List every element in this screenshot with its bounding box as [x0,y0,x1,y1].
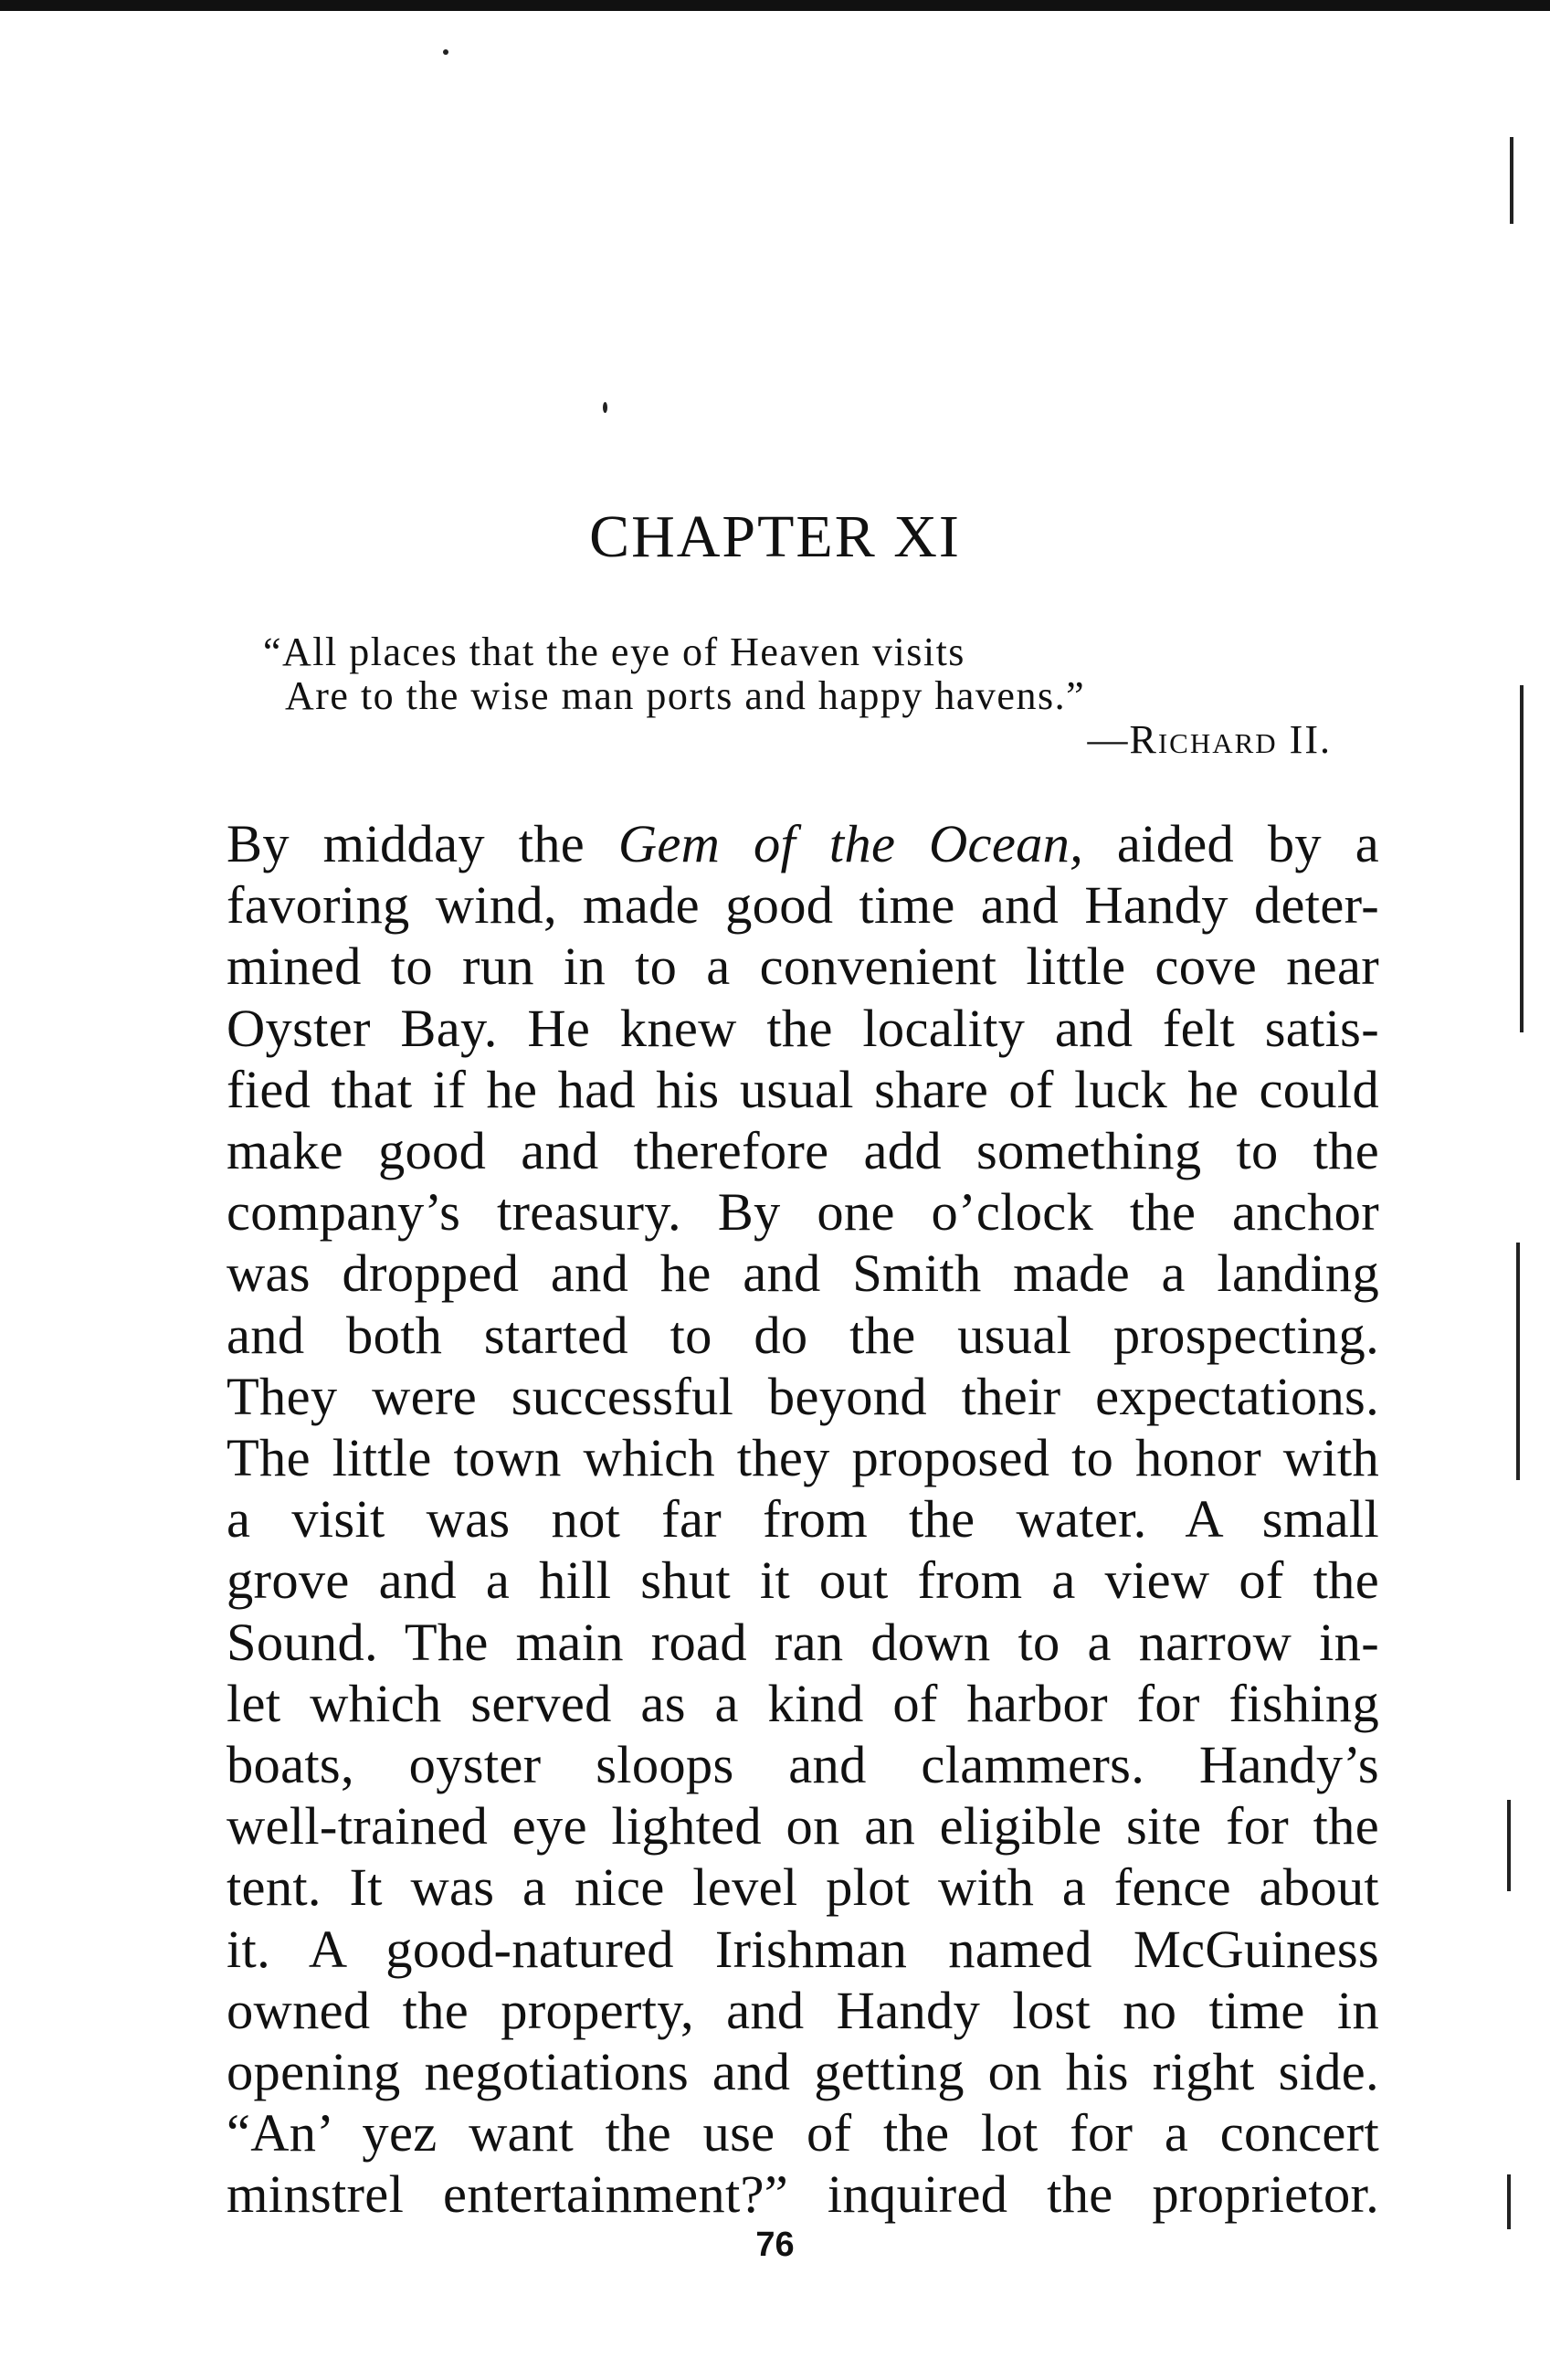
text-line: The little town which they proposed to honor with [227,1428,1379,1488]
scan-edge-mark [1516,1243,1520,1480]
text-line: was dropped and he and Smith made a landing [227,1243,1379,1304]
top-border-rule [0,0,1550,11]
text-line: make good and therefore add something to the [227,1121,1379,1181]
paragraph-2 [164,2102,1379,2225]
text-line: fied that if he had his usual share of luck he could [227,1059,1379,1119]
text-line: favoring wind, made good time and Handy deter- [227,875,1379,936]
text-line: opening negotiations and getting on his right side. [227,2042,1379,2102]
text-line: minstrel entertainment?” inquired the proprietor. [227,2164,1379,2225]
text-line: it. A good-natured Irishman named McGuiness [227,1919,1379,1979]
text-run: By midday the [227,814,618,873]
paragraph-1 [164,813,1379,2102]
text-line: grove and a hill shut it out from a view of the [227,1550,1379,1611]
text-line: tent. It was a nice level plot with a fence about [227,1857,1379,1918]
text-line: a visit was not far from the water. A small [227,1489,1379,1550]
text-line: company’s treasury. By one o’clock the anchor [227,1182,1379,1243]
epigraph-line-2: Are to the wise man ports and happy havens.” [285,673,1086,718]
text-line: “An’ yez want the use of the lot for a concert [227,2103,1379,2163]
epigraph [263,630,1332,762]
text-line: They were successful beyond their expectations. [227,1366,1379,1426]
text-line [164,813,1379,874]
page-number: 76 [755,2226,795,2264]
text-line: Oyster Bay. He knew the locality and felt satis- [227,998,1379,1058]
ship-name: Gem of the Ocean, [617,814,1084,873]
text-line: let which served as a kind of harbor for fishing [227,1673,1379,1733]
epigraph-attribution: —Richard II. [1087,717,1332,762]
text-line: owned the property, and Handy lost no time in [227,1980,1379,2040]
epigraph-line-1: “All places that the eye of Heaven visits [263,629,965,674]
scan-edge-mark [1520,685,1524,1032]
scan-speck [443,49,448,55]
text-line: Sound. The main road ran down to a narrow in- [227,1612,1379,1672]
scan-speck [603,402,607,413]
text-line: well-trained eye lighted on an eligible site for the [227,1796,1379,1856]
text-line: boats, oyster sloops and clammers. Handy’s [227,1735,1379,1795]
scan-edge-mark [1507,2174,1511,2229]
scan-edge-mark [1507,1800,1511,1891]
text-run: aided by a [1083,814,1379,873]
scan-edge-mark [1510,137,1513,224]
text-line: and both started to do the usual prospecting. [227,1305,1379,1365]
text-line: mined to run in to a convenient little cove near [227,936,1379,997]
body-text [164,813,1379,2226]
chapter-title: CHAPTER XI [589,503,961,570]
